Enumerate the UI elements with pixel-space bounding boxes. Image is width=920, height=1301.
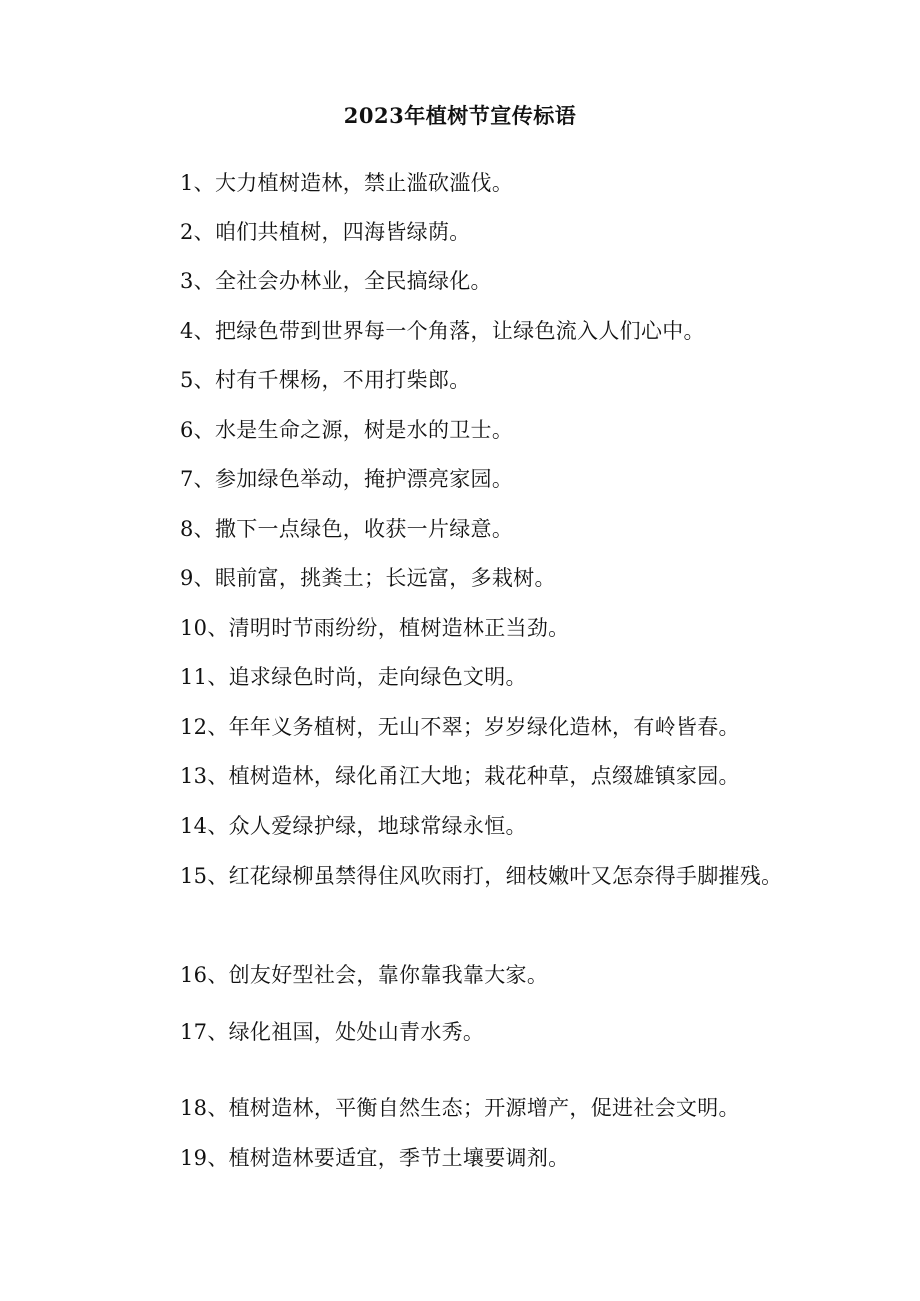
list-item-text: 19、植树造林要适宜，季节土壤要调剂。 [180, 1146, 570, 1170]
list-item [138, 159, 798, 208]
list-item [138, 604, 798, 653]
list-item-text: 11、追求绿色时尚，走向绿色文明。 [180, 665, 527, 689]
list-item [138, 1134, 798, 1183]
list-item-text: 12、年年义务植树，无山不翠；岁岁绿化造林，有岭皆春。 [180, 715, 740, 739]
list-item-text: 3、全社会办林业，全民搞绿化。 [180, 269, 492, 293]
list-item [138, 257, 798, 306]
list-item [138, 703, 798, 752]
list-item [138, 554, 798, 603]
list-item-text: 8、撒下一点绿色，收获一片绿意。 [180, 517, 514, 541]
list-item-text: 10、清明时节雨纷纷，植树造林正当劲。 [180, 616, 570, 640]
list-item-text: 5、村有千棵杨，不用打柴郎。 [180, 368, 471, 392]
list-item-text: 16、创友好型社会，靠你靠我靠大家。 [180, 963, 549, 987]
list-item [138, 455, 798, 504]
list-item-text: 9、眼前富，挑粪土；长远富，多栽树。 [180, 566, 556, 590]
list-item-text: 1、大力植树造林，禁止滥砍滥伐。 [180, 171, 514, 195]
list-item-text: 6、水是生命之源，树是水的卫士。 [180, 418, 514, 442]
document-title: 2023年植树节宣传标语 [343, 103, 577, 128]
list-item-text: 13、植树造林，绿化甬江大地；栽花种草，点缀雄镇家园。 [180, 764, 740, 788]
list-item [138, 505, 798, 554]
list-item [138, 208, 798, 257]
list-item-text: 17、绿化祖国，处处山青水秀。 [180, 1020, 485, 1044]
list-item [138, 752, 798, 801]
list-item-text: 4、把绿色带到世界每一个角落，让绿色流入人们心中。 [180, 319, 705, 343]
list-item [138, 307, 798, 356]
list-item [138, 653, 798, 702]
list-item-text: 18、植树造林，平衡自然生态；开源增产，促进社会文明。 [180, 1096, 740, 1120]
list-item [138, 356, 798, 405]
list-item [138, 1084, 798, 1133]
list-item-text: 2、咱们共植树，四海皆绿荫。 [180, 220, 471, 244]
list-item-text: 15、红花绿柳虽禁得住风吹雨打，细枝嫩叶又怎奈得手脚摧残。 [180, 864, 783, 888]
list-item [138, 802, 798, 851]
list-item-text: 14、众人爱绿护绿，地球常绿永恒。 [180, 814, 527, 838]
list-item [138, 1008, 798, 1057]
list-item [138, 852, 798, 901]
list-item [138, 406, 798, 455]
list-item [138, 951, 798, 1000]
list-item-text: 7、参加绿色举动，掩护漂亮家园。 [180, 467, 514, 491]
